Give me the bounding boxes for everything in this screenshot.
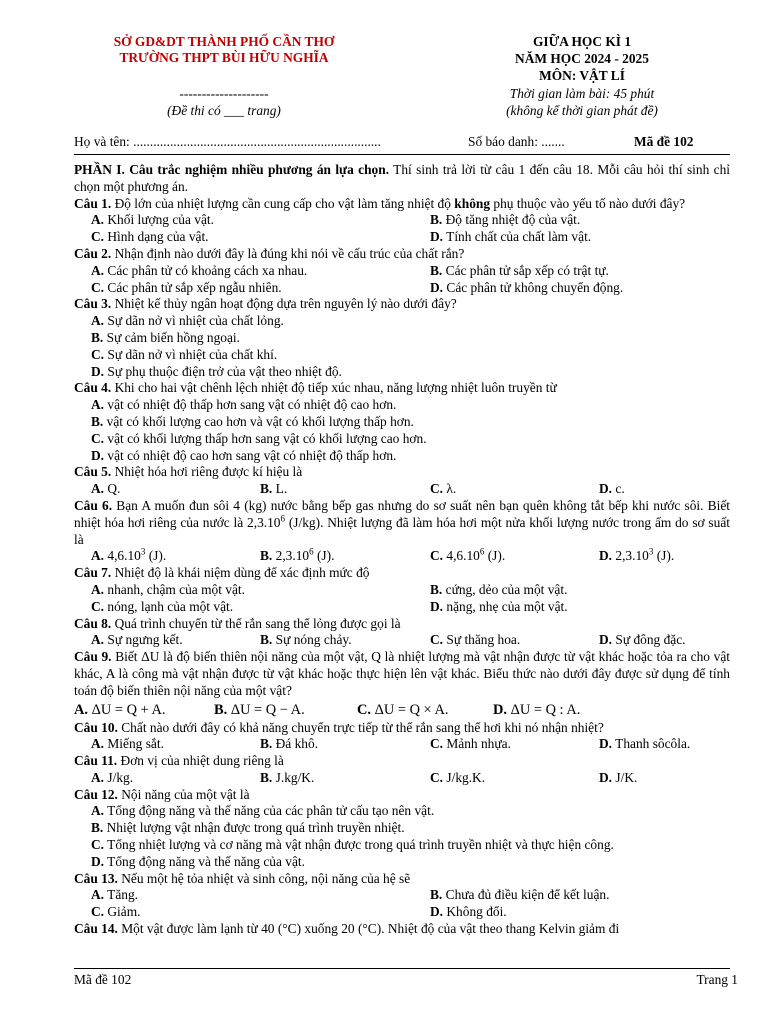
option-b[interactable]: B. L. bbox=[260, 481, 288, 497]
option-d[interactable]: D. Các phân tử không chuyển động. bbox=[430, 279, 624, 295]
questions bbox=[74, 162, 730, 938]
options-row bbox=[74, 887, 730, 904]
question-text: Nhận định nào dưới đây là đúng khi nói về cấu trúc của chất rắn? bbox=[111, 245, 465, 261]
candidate-number-field[interactable]: Số báo danh: ....... bbox=[468, 134, 565, 149]
option-d[interactable]: D. Tính chất của chất làm vật. bbox=[430, 229, 592, 245]
option-b[interactable]: B. Các phân tử sắp xếp có trật tự. bbox=[430, 262, 609, 278]
question-9 bbox=[74, 649, 730, 699]
option-b[interactable]: B. Sự nóng chảy. bbox=[260, 632, 352, 648]
option-b[interactable]: B. 2,3.10$^6$ (J). bbox=[260, 546, 335, 564]
question-text: Nếu một hệ tỏa nhiệt và sinh công, nội năng của hệ sẽ bbox=[117, 870, 411, 886]
question-5 bbox=[74, 464, 730, 481]
option-a[interactable]: A. 4,6.10$^3$ (J). bbox=[91, 546, 167, 564]
exam-header bbox=[74, 34, 730, 124]
options-row bbox=[74, 212, 730, 229]
question-text: Nhiệt kế thủy ngân hoạt động dựa trên nguyên lý nào dưới đây? bbox=[111, 296, 457, 312]
option-d[interactable]: D. c. bbox=[599, 481, 625, 497]
option-b[interactable]: B. Độ tăng nhiệt độ của vật. bbox=[430, 212, 581, 228]
part-title: PHẦN I. Câu trắc nghiệm nhiều phương án lựa chọn. bbox=[74, 162, 390, 177]
option-d[interactable]: D. J/K. bbox=[599, 769, 638, 785]
question-14 bbox=[74, 921, 730, 938]
option-d[interactable]: D. Sự đông đặc. bbox=[599, 632, 686, 648]
question-text: Nhiệt hóa hơi riêng được kí hiệu là bbox=[111, 464, 303, 480]
question-number: Câu 2. bbox=[74, 245, 112, 261]
options-row bbox=[74, 904, 730, 921]
question-13 bbox=[74, 871, 730, 888]
option-a[interactable]: A. ΔU = Q + A. bbox=[74, 701, 166, 718]
option-b[interactable]: B. Sự cảm biến hồng ngoại. bbox=[91, 329, 240, 345]
option-a[interactable]: A. Miếng sắt. bbox=[91, 736, 164, 752]
option-a[interactable]: A. J/kg. bbox=[91, 769, 134, 785]
option-c[interactable]: C. Giảm. bbox=[91, 904, 141, 920]
option-b[interactable]: B. Chưa đủ điều kiện để kết luận. bbox=[430, 887, 610, 903]
options-row bbox=[74, 632, 730, 649]
page-number: Trang 1 bbox=[696, 972, 738, 987]
question-text: Một vật được làm lạnh từ 40 (°C) xuống 20 (°C). Nhiệt độ của vật theo thang Kelvin giảm đi bbox=[117, 921, 620, 937]
options-row bbox=[74, 548, 730, 565]
option-c[interactable]: C. nóng, lạnh của một vật. bbox=[91, 598, 234, 614]
option-a[interactable]: A. Khối lượng của vật. bbox=[91, 212, 214, 228]
option-a[interactable]: A. Tổng động năng và thế năng của các phân tử cấu tạo nên vật. bbox=[91, 803, 435, 819]
option-c[interactable]: C. 4,6.10$^6$ (J). bbox=[430, 546, 506, 564]
question-text: Bạn A muốn đun sôi 4 (kg) nước bằng bếp gas nhưng do sơ suất nên bạn quên không tắt bếp khi nước sôi. Biết nhiệt hóa hơi riêng của nước là 2,3.10 bbox=[74, 497, 730, 530]
question-text: (J/kg). Nhiệt lượng đã làm hóa hơi một nửa khối lượng nước trong ấm do sơ suất là bbox=[74, 514, 730, 547]
option-a[interactable]: A. Sự dãn nở vì nhiệt của chất lỏng. bbox=[91, 313, 284, 329]
option-b[interactable]: B. cứng, dẻo của một vật. bbox=[430, 581, 568, 597]
option-b[interactable]: B. Đá khô. bbox=[260, 736, 319, 752]
option-c[interactable]: C. λ. bbox=[430, 481, 457, 497]
subject: MÔN: VẬT LÍ bbox=[539, 68, 625, 83]
option-a[interactable]: A. Các phân tử có khoảng cách xa nhau. bbox=[91, 262, 308, 278]
question-text: phụ thuộc vào yếu tố nào dưới đây? bbox=[490, 195, 686, 211]
question-number: Câu 1. bbox=[74, 195, 112, 211]
question-2 bbox=[74, 246, 730, 263]
question-number: Câu 3. bbox=[74, 296, 112, 312]
school-year: NĂM HỌC 2024 - 2025 bbox=[515, 51, 649, 66]
option-d[interactable]: D. vật có nhiệt độ cao hơn sang vật có nhiệt độ thấp hơn. bbox=[91, 447, 397, 463]
exam-title: GIỮA HỌC KÌ 1 bbox=[532, 34, 632, 49]
option-d[interactable]: D. Sự phụ thuộc điện trở của vật theo nhiệt độ. bbox=[91, 363, 342, 379]
option-c[interactable]: C. J/kg.K. bbox=[430, 769, 486, 785]
question-number: Câu 5. bbox=[74, 464, 112, 480]
option-c[interactable]: C. Sự dãn nở vì nhiệt của chất khí. bbox=[91, 346, 278, 362]
option-b[interactable]: B. vật có khối lượng cao hơn và vật có khối lượng thấp hơn. bbox=[91, 413, 414, 429]
options-row bbox=[74, 481, 730, 498]
options-row bbox=[74, 736, 730, 753]
question-12 bbox=[74, 787, 730, 804]
option-b[interactable]: B. Nhiệt lượng vật nhận được trong quá trình truyền nhiệt. bbox=[91, 820, 405, 836]
options-row bbox=[74, 770, 730, 787]
question-3 bbox=[74, 296, 730, 313]
option-c[interactable]: C. Hình dạng của vật. bbox=[91, 229, 209, 245]
option-d[interactable]: D. ΔU = Q : A. bbox=[493, 701, 581, 718]
question-number: Câu 6. bbox=[74, 497, 113, 513]
option-a[interactable]: A. nhanh, chậm của một vật. bbox=[91, 581, 245, 597]
question-number: Câu 11. bbox=[74, 753, 118, 769]
time-limit: Thời gian làm bài: 45 phút bbox=[509, 86, 655, 101]
options-row bbox=[74, 263, 730, 280]
question-10 bbox=[74, 720, 730, 737]
option-a[interactable]: A. Sự ngưng kết. bbox=[91, 632, 183, 648]
department-name: SỞ GD&DT THÀNH PHỐ CẦN THƠ bbox=[113, 34, 335, 49]
question-number: Câu 8. bbox=[74, 615, 112, 631]
option-d[interactable]: D. Tổng động năng và thế năng của vật. bbox=[91, 853, 305, 869]
question-1 bbox=[74, 196, 730, 213]
question-number: Câu 13. bbox=[74, 870, 118, 886]
question-text: Nội năng của một vật là bbox=[117, 786, 250, 802]
exponent: 6 bbox=[280, 513, 286, 524]
option-b[interactable]: B. J.kg/K. bbox=[260, 769, 315, 785]
question-text: Khi cho hai vật chênh lệch nhiệt độ tiếp xúc nhau, năng lượng nhiệt luôn truyền từ bbox=[111, 380, 557, 396]
option-d[interactable]: D. nặng, nhẹ của một vật. bbox=[430, 598, 568, 614]
question-6 bbox=[74, 498, 730, 548]
header-rule bbox=[74, 154, 730, 155]
page-count-note: (Đề thi có ___ trang) bbox=[167, 103, 281, 118]
option-d[interactable]: D. 2,3.10$^3$ (J). bbox=[599, 546, 675, 564]
option-a[interactable]: A. vật có nhiệt độ thấp hơn sang vật có nhiệt độ cao hơn. bbox=[91, 397, 397, 413]
options-row bbox=[74, 700, 730, 720]
options-row bbox=[74, 229, 730, 246]
header-divider: -------------------- bbox=[179, 86, 269, 101]
option-b[interactable]: B. ΔU = Q − A. bbox=[214, 701, 305, 718]
student-name-field[interactable]: Họ và tên: .......................................................................... bbox=[74, 134, 381, 149]
question-number: Câu 7. bbox=[74, 565, 112, 581]
option-c[interactable]: C. Mảnh nhựa. bbox=[430, 736, 511, 752]
option-a[interactable]: A. Q. bbox=[91, 481, 121, 497]
question-11 bbox=[74, 753, 730, 770]
question-emphasis: không bbox=[454, 195, 491, 211]
option-d[interactable]: D. Thanh sôcôla. bbox=[599, 736, 691, 752]
question-number: Câu 9. bbox=[74, 649, 112, 665]
options-row bbox=[74, 280, 730, 297]
option-d[interactable]: D. Không đổi. bbox=[430, 904, 507, 920]
option-c[interactable]: C. Các phân tử sắp xếp ngẫu nhiên. bbox=[91, 279, 282, 295]
footer-exam-code: Mã đề 102 bbox=[74, 972, 132, 987]
question-text: Chất nào dưới đây có khả năng chuyển trực tiếp từ thể rắn sang thể hơi khi nó nhận nhiệt? bbox=[117, 719, 604, 735]
question-7 bbox=[74, 565, 730, 582]
question-number: Câu 4. bbox=[74, 380, 112, 396]
question-8 bbox=[74, 616, 730, 633]
part-instruction-text: Thí sinh trả lời từ câu 1 đến câu 18. Mỗi câu hỏi thí sinh chỉ chọn một phương án. bbox=[74, 162, 731, 194]
question-text: Nhiệt độ là khái niệm dùng để xác định mức độ bbox=[111, 565, 370, 581]
option-c[interactable]: C. Sự thăng hoa. bbox=[430, 632, 521, 648]
question-text: Biết ΔU là độ biến thiên nội năng của một vật, Q là nhiệt lượng mà vật nhận được từ vật khác hoặc tỏa ra cho vật khác, A là công mà vật nhận được từ vật khác hoặc thực hiện lên vật khác. Biểu thức nào dưới đây được sử dụng để tính toán độ biến thiên nội năng của một vật? bbox=[74, 649, 730, 698]
school-name: TRƯỜNG THPT BÙI HỮU NGHĨA bbox=[119, 50, 329, 65]
exam-code: Mã đề 102 bbox=[634, 134, 694, 149]
option-a[interactable]: A. Tăng. bbox=[91, 887, 139, 903]
option-c[interactable]: C. vật có khối lượng thấp hơn sang vật có khối lượng cao hơn. bbox=[91, 430, 427, 446]
option-c[interactable]: C. ΔU = Q × A. bbox=[357, 701, 449, 718]
time-note: (không kể thời gian phát đề) bbox=[506, 103, 658, 118]
options-row bbox=[74, 599, 730, 616]
option-c[interactable]: C. Tổng nhiệt lượng và cơ năng mà vật nhận được trong quá trình truyền nhiệt và thực hiện công. bbox=[91, 837, 614, 853]
question-text: Độ lớn của nhiệt lượng cần cung cấp cho vật làm tăng nhiệt độ bbox=[111, 195, 455, 211]
question-number: Câu 10. bbox=[74, 719, 118, 735]
question-text: Đơn vị của nhiệt dung riêng là bbox=[117, 753, 284, 769]
student-info bbox=[74, 134, 730, 152]
question-number: Câu 12. bbox=[74, 786, 118, 802]
question-number: Câu 14. bbox=[74, 921, 118, 937]
question-4 bbox=[74, 380, 730, 397]
options-row bbox=[74, 582, 730, 599]
part-instructions bbox=[74, 162, 730, 196]
question-text: Quá trình chuyển từ thể rắn sang thể lỏng được gọi là bbox=[111, 615, 401, 631]
footer-rule bbox=[74, 968, 730, 969]
